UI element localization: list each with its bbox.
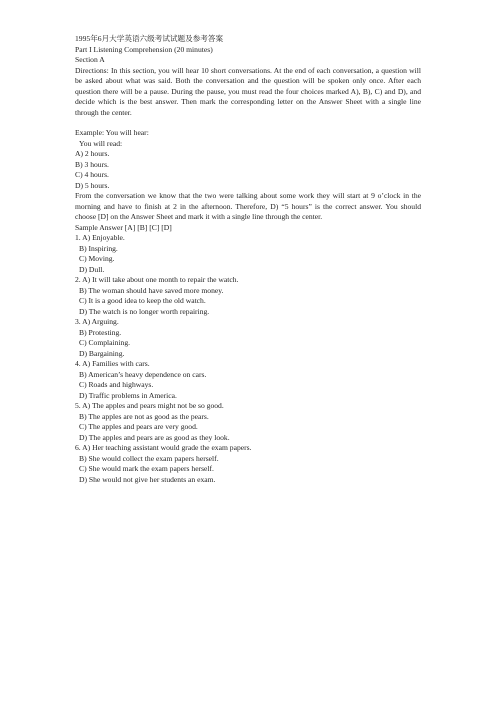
example-option-d: D) 5 hours. [75,180,110,190]
example-option-c: C) 4 hours. [75,170,109,179]
question-3 [75,317,421,359]
question-option: B) American’s heavy dependence on cars. [79,369,207,379]
question-option: 5. A) The apples and pears might not be so good. [75,401,224,410]
question-6 [75,443,421,485]
question-option: C) It is a good idea to keep the old watch. [79,296,206,305]
question-option: D) Bargaining. [79,348,125,358]
question-1 [75,233,421,275]
question-option: D) Traffic problems in America. [79,390,177,400]
part-heading: Part I Listening Comprehension (20 minutes) [75,44,213,54]
sample-answer: Sample Answer [A] [B] [C] [D] [75,222,172,232]
question-option: D) The watch is no longer worth repairing. [79,306,210,316]
question-option: 1. A) Enjoyable. [75,233,125,242]
question-2 [75,275,421,317]
question-option: D) Dull. [79,264,105,274]
question-option: 4. A) Families with cars. [75,359,150,368]
question-option: B) The apples are not as good as the pears. [79,411,209,421]
example-explanation: From the conversation we know that the two were talking about some work they will start at 9 o’clock in the morning and have to finish at 2 in the afternoon. Therefore, D) “5 hours” is the correct answer. You should choose [D] on the Answer Sheet and mark it with a single line through the center. [75,191,421,221]
question-option: B) Inspiring. [79,243,118,253]
question-option: B) The woman should have saved more money. [79,285,224,295]
question-option: C) She would mark the exam papers herself. [79,464,214,473]
question-option: B) She would collect the exam papers herself. [79,453,219,463]
question-option: C) Moving. [79,254,115,263]
example-you-will-hear: Example: You will hear: [75,128,149,137]
section-heading: Section A [75,55,105,64]
question-option: C) Complaining. [79,338,131,347]
directions-paragraph: Directions: In this section, you will hear 10 short conversations. At the end of each conversation, a question will be asked about what was said. Both the conversation and the question will be spoken only once. After each question there will be a pause. During the pause, you must read the four choices marked A), B), C) and D), and decide which is the best answer. Then mark the corresponding letter on the Answer Sheet with a single line through the center. [75,65,421,117]
question-option: D) The apples and pears are as good as they look. [79,432,230,442]
question-option: 3. A) Arguing. [75,317,119,326]
question-option: D) She would not give her students an exam. [79,474,216,484]
question-option: 6. A) Her teaching assistant would grade the exam papers. [75,443,252,452]
question-option: B) Protesting. [79,327,122,337]
question-4 [75,359,421,401]
example-option-b: B) 3 hours. [75,159,109,169]
document-page [75,34,421,485]
document-title: 1995年6月大学英语六级考试试题及参考答案 [75,34,224,43]
question-5 [75,401,421,443]
question-option: C) The apples and pears are very good. [79,422,198,431]
question-option: C) Roads and highways. [79,380,154,389]
example-you-will-read: You will read: [79,138,123,148]
question-option: 2. A) It will take about one month to repair the watch. [75,275,239,284]
example-option-a: A) 2 hours. [75,149,110,158]
